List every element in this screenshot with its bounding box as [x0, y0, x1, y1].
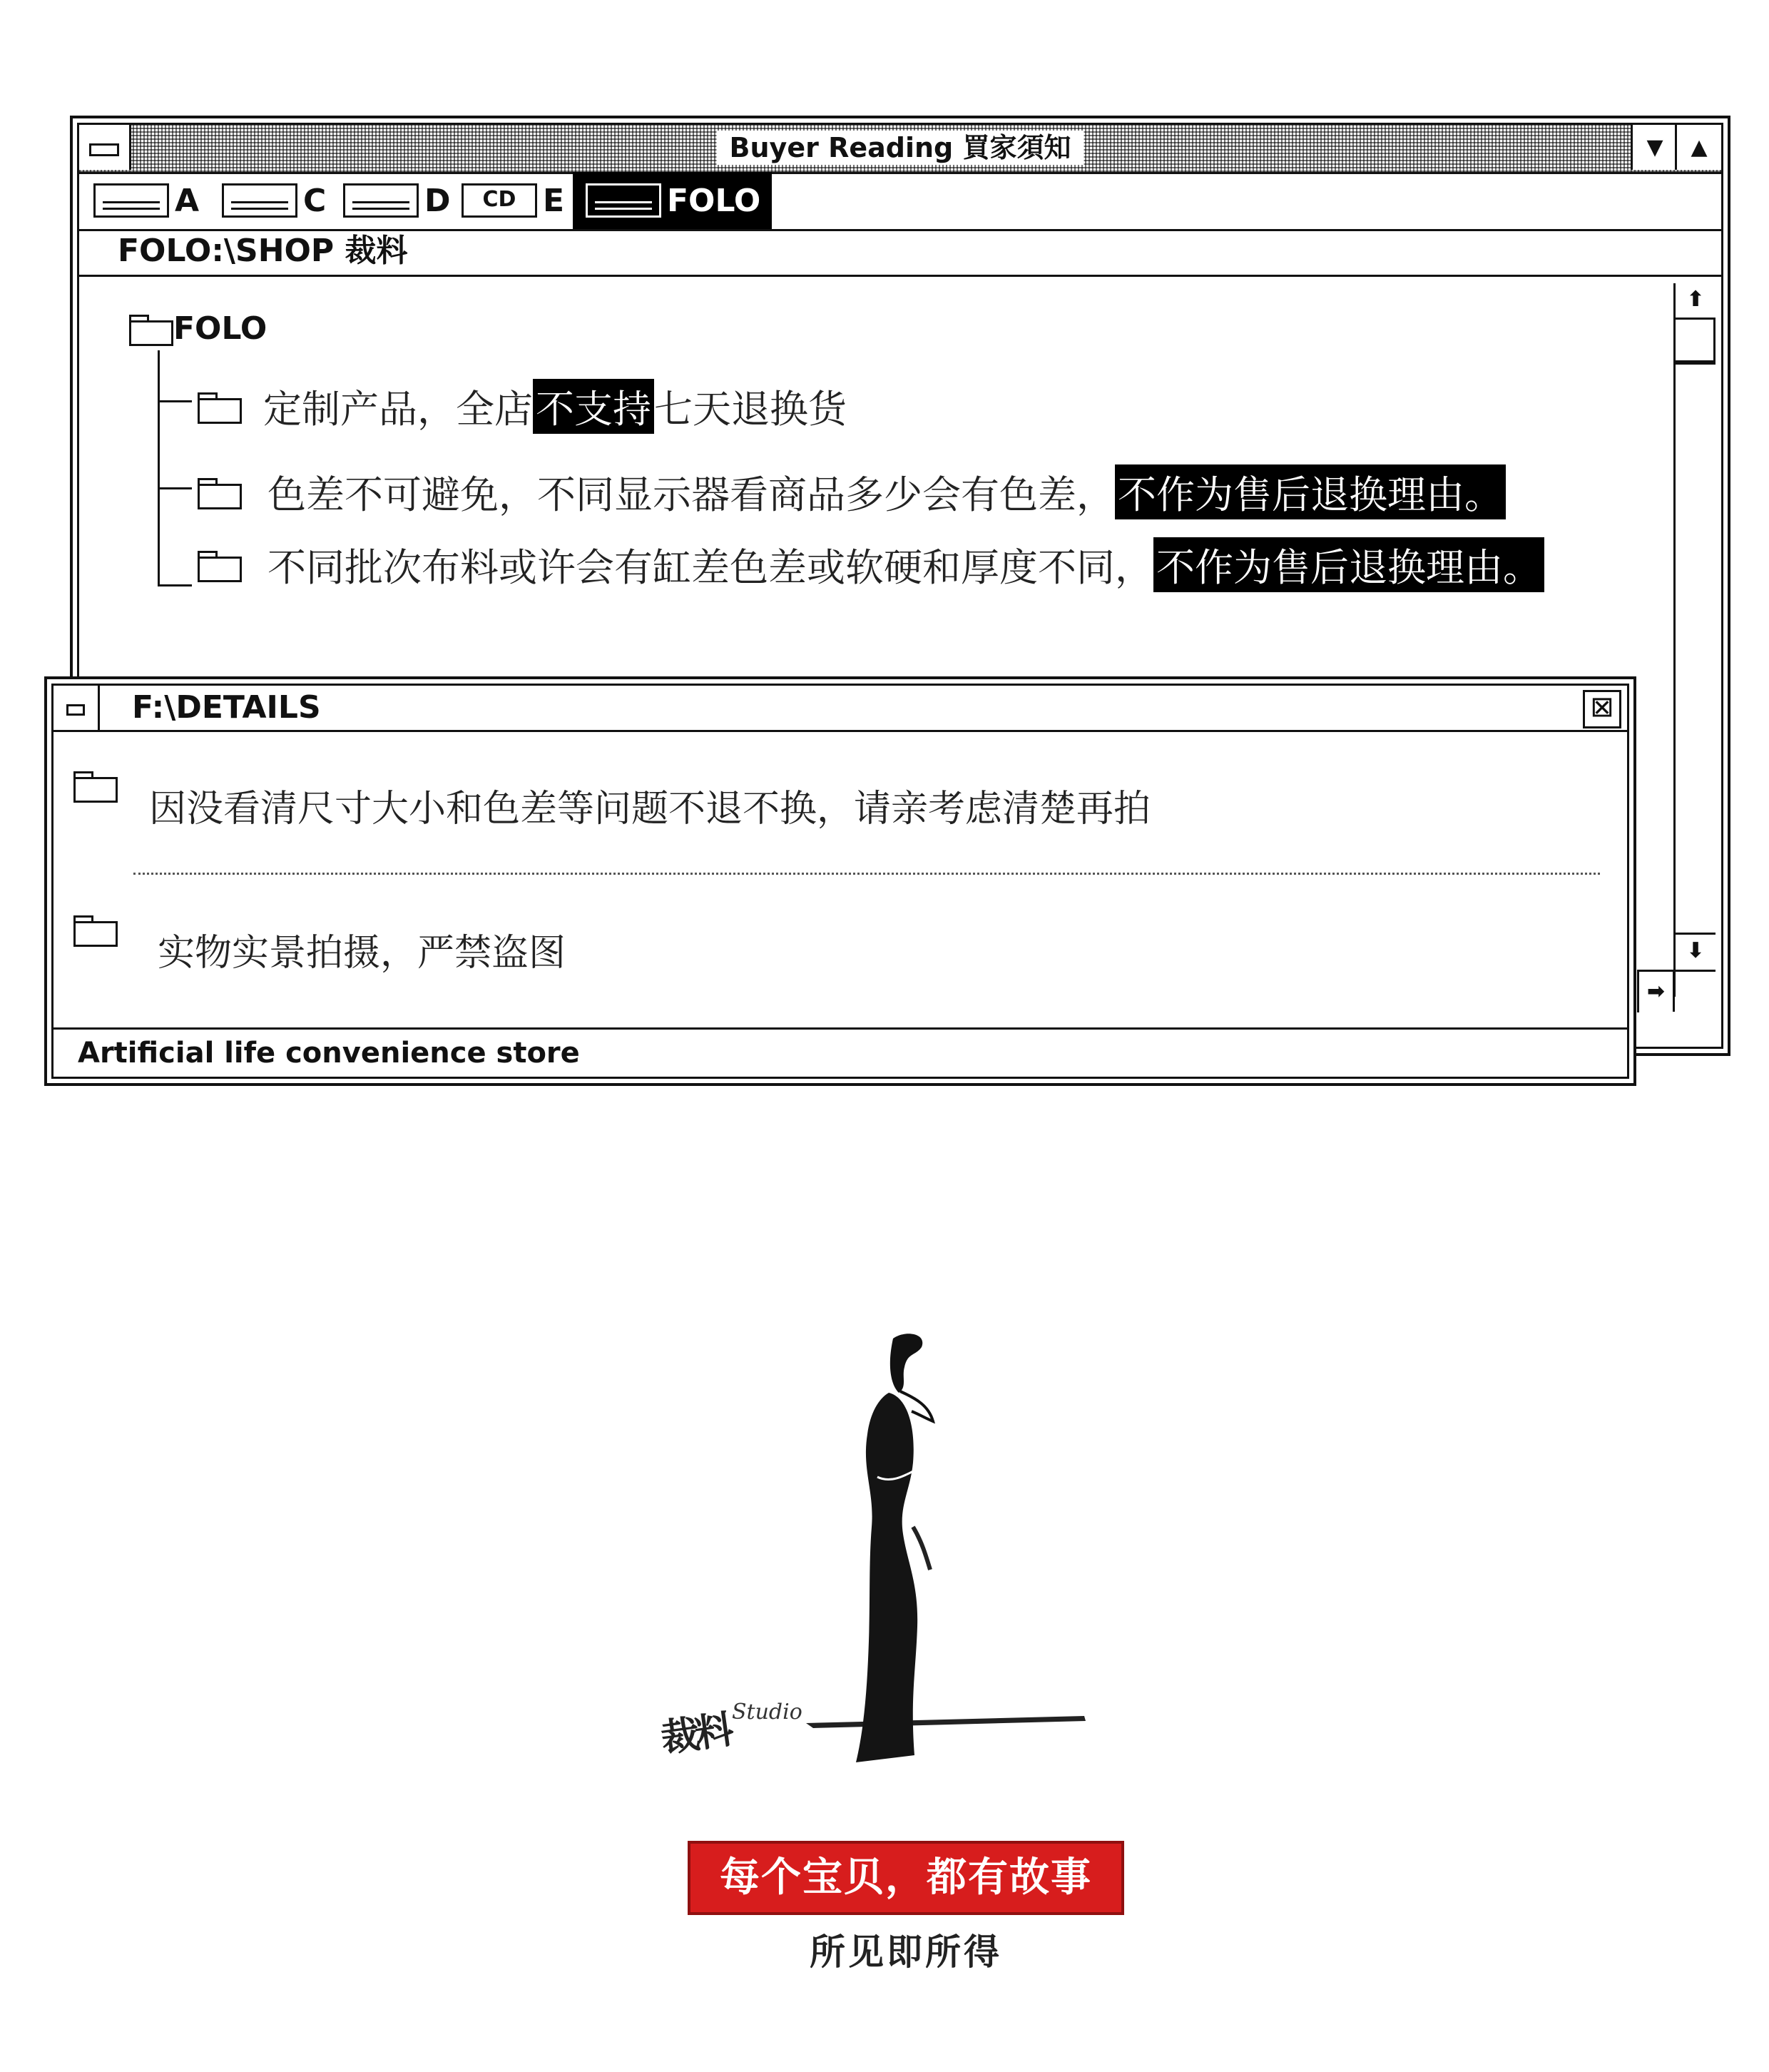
minimize-button[interactable] [1631, 125, 1677, 170]
horizontal-scrollbar[interactable] [1637, 970, 1716, 1012]
item-text: 不同批次布料或许会有缸差色差或软硬和厚度不同， [267, 545, 1153, 590]
item-text: 色差不可避免，不同显示器看商品多少会有色差， [267, 472, 1115, 517]
tree-item[interactable] [198, 537, 1544, 592]
system-menu-button[interactable] [79, 125, 131, 170]
vertical-scrollbar[interactable] [1673, 283, 1716, 997]
arrow-right-icon: ➡ [1646, 979, 1666, 1004]
tree-item[interactable] [198, 464, 1506, 519]
drive-label: FOLO [667, 182, 761, 219]
tree-item[interactable] [198, 379, 847, 434]
scroll-up-button[interactable] [1676, 283, 1716, 320]
scroll-right-button[interactable] [1639, 972, 1675, 1012]
drive-folo[interactable] [573, 172, 772, 229]
title-bar[interactable] [53, 686, 1627, 732]
drive-label: C [303, 182, 327, 219]
details-window [44, 676, 1636, 1086]
logo-subtext: Studio [732, 1700, 802, 1725]
triangle-up-icon: ▲ [1691, 135, 1708, 160]
tree-connector [158, 487, 192, 489]
scroll-thumb[interactable] [1676, 318, 1716, 365]
drive-c[interactable] [222, 181, 326, 220]
drive-a[interactable] [93, 181, 199, 220]
floppy-drive-icon [93, 183, 169, 218]
item-highlight: 不作为售后退换理由。 [1115, 464, 1506, 519]
caption: 所见即所得 [810, 1931, 1002, 1973]
arrow-up-icon: ⬆ [1686, 287, 1705, 312]
dress-illustration [642, 1327, 1127, 1819]
path-bar: FOLO:\SHOP 裁料 [79, 229, 1721, 277]
close-icon: ⊠ [1590, 691, 1614, 723]
hard-drive-icon [222, 183, 297, 218]
logo-text: 裁料 [658, 1706, 733, 1762]
folder-icon [198, 478, 242, 507]
drive-bar [79, 172, 1721, 231]
item-text: 因没看清尺寸大小和色差等问题不退不换，请亲考虑清楚再拍 [149, 788, 1151, 831]
arrow-down-icon: ⬇ [1686, 938, 1705, 963]
window-title: F:\DETAILS [132, 689, 321, 726]
system-menu-button[interactable] [53, 686, 100, 730]
list-item [73, 771, 1151, 832]
hard-drive-icon [343, 183, 419, 218]
title-bar[interactable] [79, 125, 1721, 174]
tree-root[interactable] [129, 310, 267, 347]
tree-root-label: FOLO [173, 310, 267, 347]
divider [133, 873, 1600, 875]
scroll-down-button[interactable] [1676, 933, 1716, 969]
tree-connector [158, 400, 192, 402]
maximize-button[interactable] [1675, 125, 1721, 170]
cd-drive-icon: CD [462, 183, 537, 218]
folder-icon [73, 771, 118, 800]
drive-label: D [424, 182, 451, 219]
system-menu-icon [89, 143, 119, 156]
window-frame [51, 684, 1629, 1079]
list-item [73, 915, 566, 976]
item-text: 定制产品，全店 [263, 387, 533, 432]
folder-icon [73, 915, 118, 944]
folder-icon [129, 315, 169, 343]
status-bar: Artificial life convenience store [53, 1027, 1627, 1077]
drive-e[interactable] [462, 181, 564, 220]
item-text: 七天退换货 [654, 387, 847, 432]
drive-label: A [175, 182, 200, 219]
item-text: 实物实景拍摄，严禁盗图 [158, 932, 566, 975]
folder-icon [198, 551, 242, 579]
hard-drive-icon [586, 183, 661, 218]
drive-d[interactable] [343, 181, 451, 220]
tree-connector [158, 584, 192, 586]
folder-icon [198, 392, 242, 421]
drive-label: E [543, 182, 565, 219]
triangle-down-icon: ▼ [1646, 135, 1663, 160]
item-highlight: 不支持 [533, 379, 654, 434]
item-highlight: 不作为售后退换理由。 [1153, 537, 1544, 592]
window-title: Buyer Reading 買家須知 [717, 131, 1084, 165]
close-button[interactable] [1583, 690, 1621, 728]
tree-connector [158, 350, 160, 586]
system-menu-icon [66, 704, 85, 716]
slogan-banner: 每个宝贝，都有故事 [688, 1841, 1124, 1915]
